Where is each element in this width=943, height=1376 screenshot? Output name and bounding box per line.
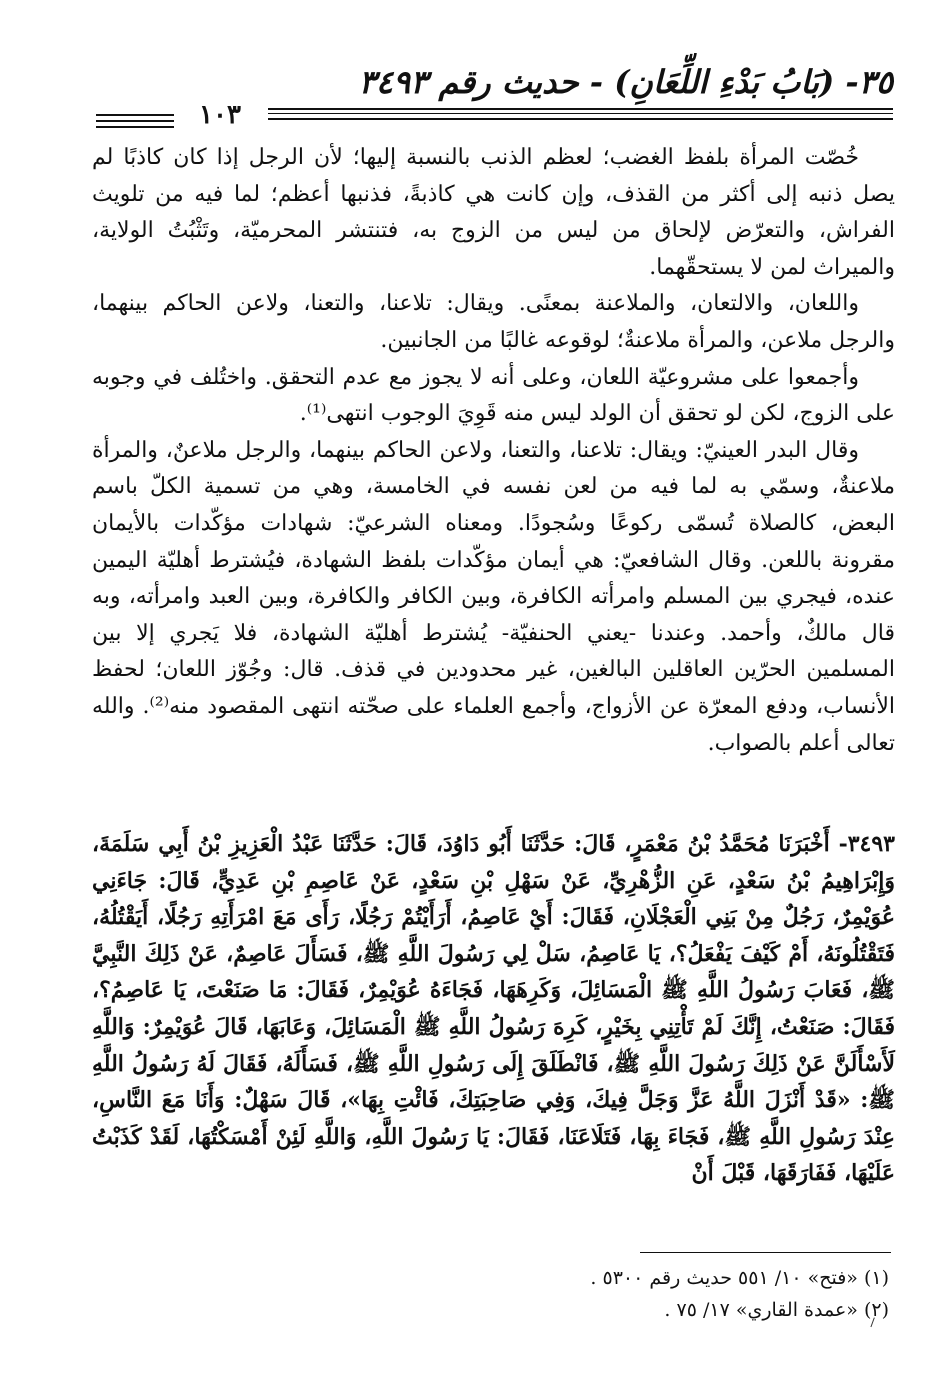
paragraph: وقال البدر العينيّ: ويقال: تلاعنا، والتعنا، ولاعن الحاكم بينهما، والرجل ملاعنٌ، والمرأة ملاعنةٌ، وسمّي به لما فيه من لعن نفسه في الخامسة، وهي من تسمية الكلّ باسم البعض، كالصلاة تُسمّى ركوعًا وسُجودًا. ومعناه الشرعيّ: شهادات مؤكّدات بالأيمان مقرونة باللعن. وقال الشافعيّ: هي أيمان مؤكّدات بلفظ الشهادة، فيُشترط أهليّة اليمين عنده، فيجري بين المسلم وامرأته الكافرة، وبين الكافر والكافرة، وبين العبد وامرأته، وبه قال مالكٌ، وأحمد. وعندنا -يعني الحنفيّة- يُشترط أهليّة الشهادة، فلا يَجري إلا بين المسلمين الحرّين العاقلين البالغين، غير محدودين في قذف. قال: وجُوّز اللعان؛ لحفظ الأنساب، ودفع المعرّة عن الأزواج، وأجمع العلماء على صحّته انتهى المقصود منه⁽²⁾. والله تعالى أعلم بالصواب. bbox=[92, 437, 895, 756]
header-rule bbox=[268, 113, 893, 114]
page-number: ١٠٣ bbox=[199, 100, 241, 130]
header-rule bbox=[268, 118, 893, 120]
footnote: (١) «فتح» ١٠/ ٥٥١ حديث رقم ٥٣٠٠ . bbox=[590, 1267, 889, 1289]
chapter-title: ٣٥- (بَابُ بَدْءِ اللِّعَانِ) - حديث رقم ٣٤٩٣ bbox=[358, 63, 893, 101]
header-rule bbox=[96, 126, 174, 128]
hadith-paragraph: ٣٤٩٣- أَخْبَرَنَا مُحَمَّدُ بْنُ مَعْمَرٍ، قَالَ: حَدَّثَنَا أَبُو دَاوُدَ، قَالَ: حَدَّثَنَا عَبْدُ الْعَزِيزِ بْنُ أَبِي سَلَمَةَ، وَإِبْرَاهِيمُ بْنُ سَعْدٍ، عَنِ الزُّهْرِيِّ، عَنْ سَهْلِ بْنِ سَعْدٍ، عَنْ عَاصِمِ بْنِ عَدِيٍّ، قَالَ: جَاءَنِي عُوَيْمِرٌ، رَجُلٌ مِنْ بَنِي الْعَجْلَانِ، فَقَالَ: أَيْ عَاصِمُ، أَرَأَيْتُمْ رَجُلًا، رَأَى مَعَ امْرَأَتِهِ رَجُلًا، أَيَقْتُلُهُ، فَتَقْتُلُونَهُ، أَمْ كَيْفَ يَفْعَلُ؟، يَا عَاصِمُ، سَلْ لِي رَسُولَ اللَّهِ ﷺ، فَسَأَلَ عَاصِمٌ، عَنْ ذَلِكَ النَّبِيَّ ﷺ، فَعَابَ رَسُولُ اللَّهِ ﷺ الْمَسَائِلَ، وَكَرِهَهَا، فَجَاءَهُ عُوَيْمِرٌ، فَقَالَ: مَا صَنَعْتَ، يَا عَاصِمُ؟، فَقَالَ: صَنَعْتُ، إِنَّكَ لَمْ تَأْتِنِي بِخَيْرٍ، كَرِهَ رَسُولُ اللَّهِ ﷺ الْمَسَائِلَ، وَعَابَهَا، قَالَ عُوَيْمِرٌ: وَاللَّهِ لَأَسْأَلَنَّ عَنْ ذَلِكَ رَسُولَ اللَّهِ ﷺ، فَانْطَلَقَ إِلَى رَسُولِ اللَّهِ ﷺ، فَسَأَلَهُ، فَقَالَ لَهُ رَسُولُ اللَّهِ ﷺ: «قَدْ أَنْزَلَ اللَّهُ عَزَّ وَجَلَّ فِيكَ، وَفِي صَاحِبَتِكَ، فَائْتِ بِهَا»، قَالَ سَهْلٌ: وَأَنَا مَعَ النَّاسِ، عِنْدَ رَسُولِ اللَّهِ ﷺ، فَجَاءَ بِهَا، فَتَلَاعَنَا، فَقَالَ: يَا رَسُولَ اللَّهِ، وَاللَّهِ لَئِنْ أَمْسَكْتُهَا، لَقَدْ كَذَبْتُ عَلَيْهَا، فَفَارَقَهَا، قَبْلَ أَنْ bbox=[92, 831, 895, 1187]
footnote-rule bbox=[640, 1252, 891, 1253]
footnotes bbox=[300, 1262, 889, 1326]
commentary-text bbox=[92, 140, 895, 762]
paragraph: خُصّت المرأة بلفظ الغضب؛ لعظم الذنب بالنسبة إليها؛ لأن الرجل إذا كان كاذبًا لم يصل ذنبه إلى أكثر من القذف، وإن كانت هي كاذبةً، فذنبها أعظم؛ لما فيه من تلويث الفراش، والتعرّض لإلحاق من ليس من الزوج به، فتنتشر المحرميّة، وتَثْبُتُ الولاية، والميراث لمن لا يستحقّهما. bbox=[92, 145, 895, 280]
header-rule bbox=[268, 108, 893, 110]
header-rule bbox=[96, 120, 174, 122]
paragraph: واللعان، والالتعان، والملاعنة بمعنًى. ويقال: تلاعنا، والتعنا، ولاعن الحاكم بينهما، والرجل ملاعن، والمرأة ملاعنةٌ؛ لوقوعه غالبًا من الجانبين. bbox=[92, 291, 895, 353]
paragraph: وأجمعوا على مشروعيّة اللعان، وعلى أنه لا يجوز مع عدم التحقق. واختُلف في وجوبه على الزوج، لكن لو تحقق أن الولد ليس منه قَوِيَ الوجوب انتهى⁽¹⁾. bbox=[92, 364, 895, 427]
running-header bbox=[60, 62, 893, 102]
header-rule bbox=[96, 114, 174, 116]
hadith-text bbox=[92, 826, 895, 1192]
footnote: (٢) «عمدة القاري» ١٧/ ٧٥ . bbox=[664, 1299, 889, 1321]
